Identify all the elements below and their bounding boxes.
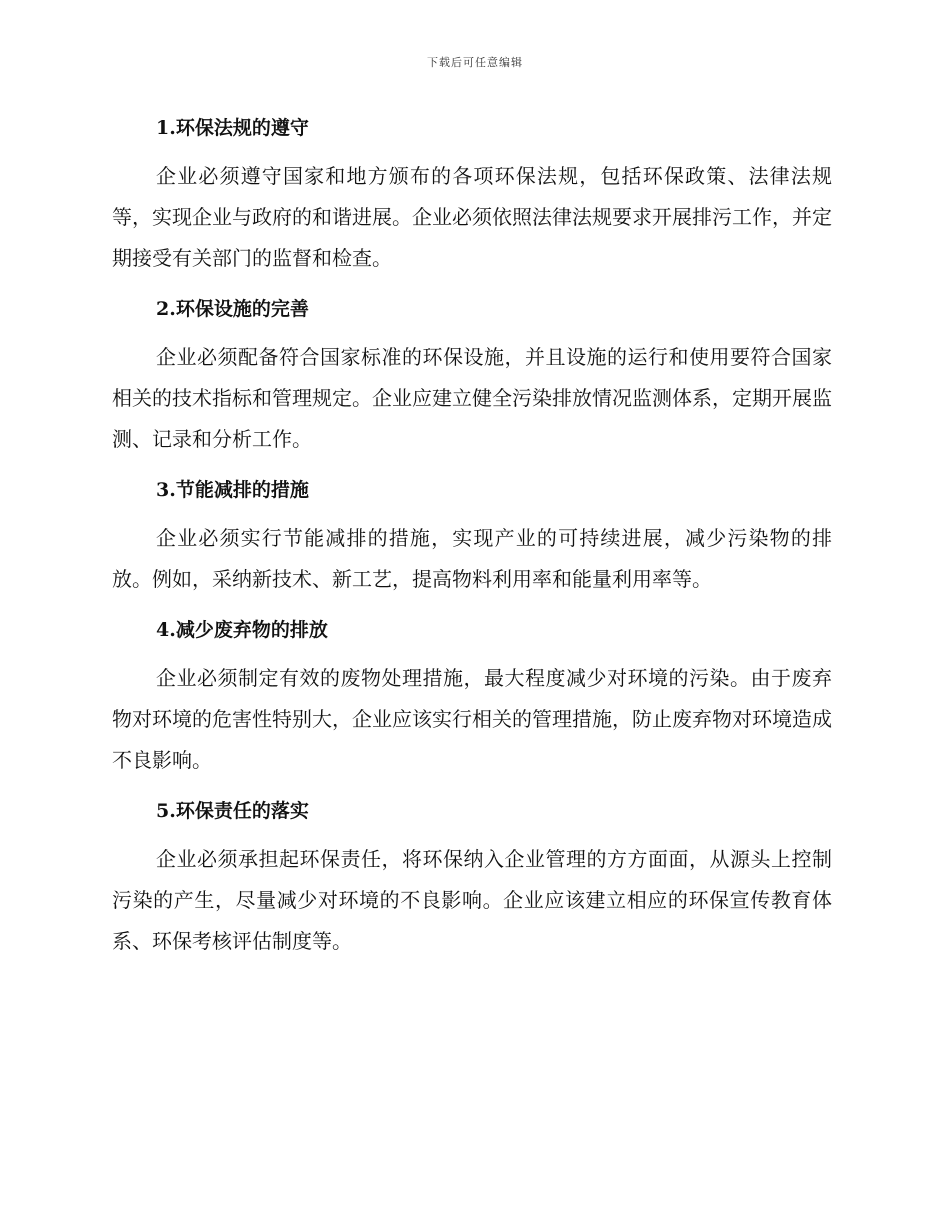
section-paragraph: 企业必须实行节能减排的措施，实现产业的可持续进展，减少污染物的排放。例如，采纳新技术、新工艺，提高物料利用率和能量利用率等。 — [112, 526, 832, 591]
section-heading: 2.环保设施的完善 — [156, 298, 309, 320]
section-paragraph: 企业必须制定有效的废物处理措施，最大程度减少对环境的污染。由于废弃物对环境的危害性特别大，企业应该实行相关的管理措施，防止废弃物对环境造成不良影响。 — [112, 666, 832, 772]
section-4 — [112, 610, 832, 781]
section-3 — [112, 470, 832, 600]
section-heading: 1.环保法规的遵守 — [156, 117, 309, 139]
section-paragraph: 企业必须承担起环保责任，将环保纳入企业管理的方方面面，从源头上控制污染的产生，尽量减少对环境的不良影响。企业应该建立相应的环保宣传教育体系、环保考核评估制度等。 — [112, 847, 832, 953]
section-2 — [112, 289, 832, 460]
section-paragraph: 企业必须配备符合国家标准的环保设施，并且设施的运行和使用要符合国家相关的技术指标和管理规定。企业应建立健全污染排放情况监测体系，定期开展监测、记录和分析工作。 — [112, 345, 832, 451]
section-heading: 5.环保责任的落实 — [156, 800, 309, 822]
section-heading: 3.节能减排的措施 — [156, 479, 309, 501]
section-1 — [112, 108, 832, 279]
section-heading: 4.减少废弃物的排放 — [156, 619, 328, 641]
section-5 — [112, 791, 832, 962]
page-header: 下载后可任意编辑 — [427, 56, 523, 69]
section-paragraph: 企业必须遵守国家和地方颁布的各项环保法规，包括环保政策、法律法规等，实现企业与政府的和谐进展。企业必须依照法律法规要求开展排污工作，并定期接受有关部门的监督和检查。 — [112, 164, 832, 270]
document-body — [112, 108, 832, 972]
